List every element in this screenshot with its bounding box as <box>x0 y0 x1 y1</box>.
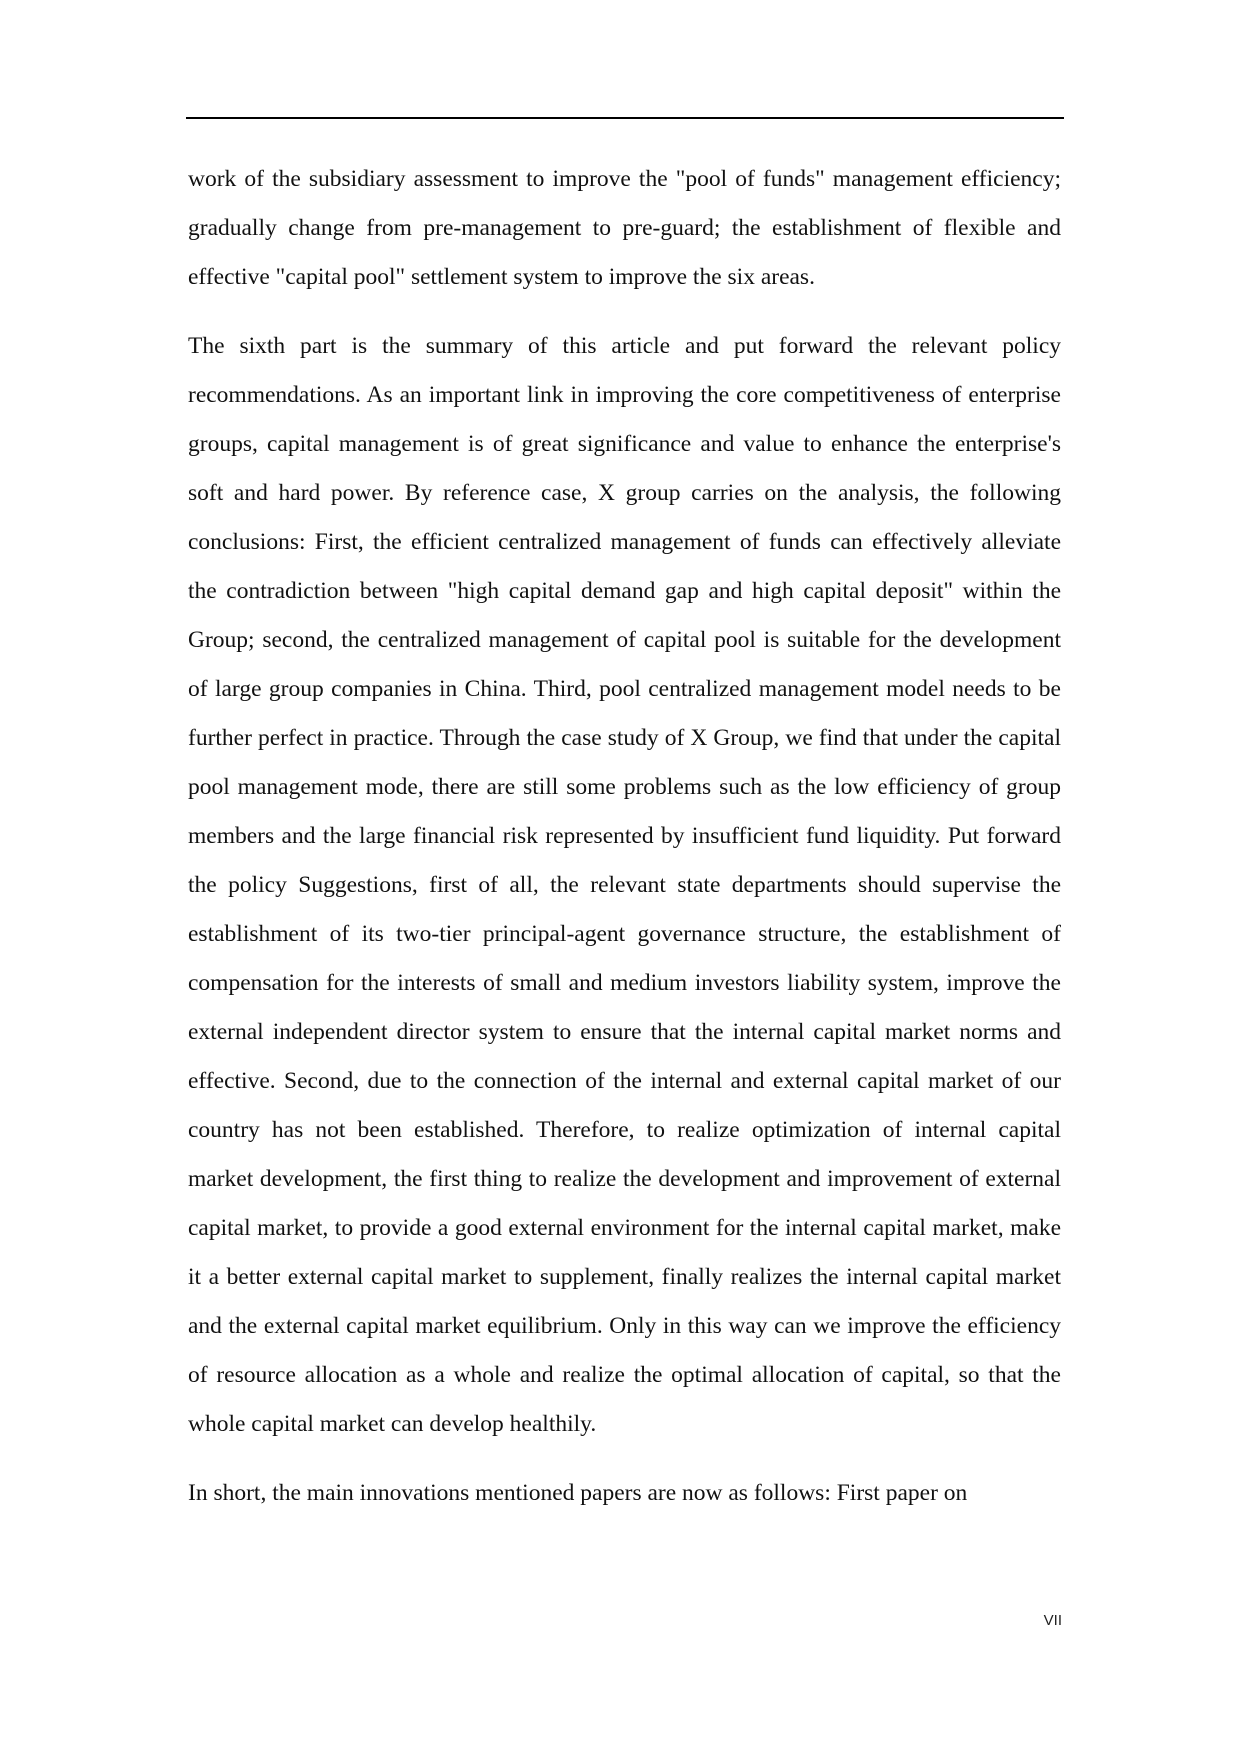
header-rule <box>186 117 1064 119</box>
paragraph-innovations: In short, the main innovations mentioned papers are now as follows: First paper on <box>188 1480 968 1506</box>
page-body <box>188 155 1061 1518</box>
paragraph-sixth-part-summary: The sixth part is the summary of this article and put forward the relevant policy recommendations. As an important link in improving the core competitiveness of enterprise groups, capital management is of great significance and value to enhance the enterprise's soft and hard power. By reference case, X group carries on the analysis, the following conclusions: First, the efficient centralized management of funds can effectively alleviate the contradiction between "high capital demand gap and high capital deposit" within the Group; second, the centralized management of capital pool is suitable for the development of large group companies in China. Third, pool centralized management model needs to be further perfect in practice. Through the case study of X Group, we find that under the capital pool management mode, there are still some problems such as the low efficiency of group members and the large financial risk represented by insufficient fund liquidity. Put forward the policy Suggestions, first of all, the relevant state departments should supervise the establishment of its two-tier principal-agent governance structure, the establishment of compensation for the interests of small and medium investors liability system, improve the external independent director system to ensure that the internal capital market norms and effective. Second, due to the connection of the internal and external capital market of our country has not been established. Therefore, to realize optimization of internal capital market development, the first thing to realize the development and improvement of external capital market, to provide a good external environment for the internal capital market, make it a better external capital market to supplement, finally realizes the internal capital market and the external capital market equilibrium. Only in this way can we improve the efficiency of resource allocation as a whole and realize the optimal allocation of capital, so that the whole capital market can develop healthily. <box>188 333 1061 1437</box>
page-number: VII <box>1043 1612 1062 1629</box>
paragraph-continuation: work of the subsidiary assessment to improve the "pool of funds" management efficiency; gradually change from pre-management to pre-guard; the establishment of flexible and effective "capital pool" settlement system to improve the six areas. <box>188 166 1061 290</box>
